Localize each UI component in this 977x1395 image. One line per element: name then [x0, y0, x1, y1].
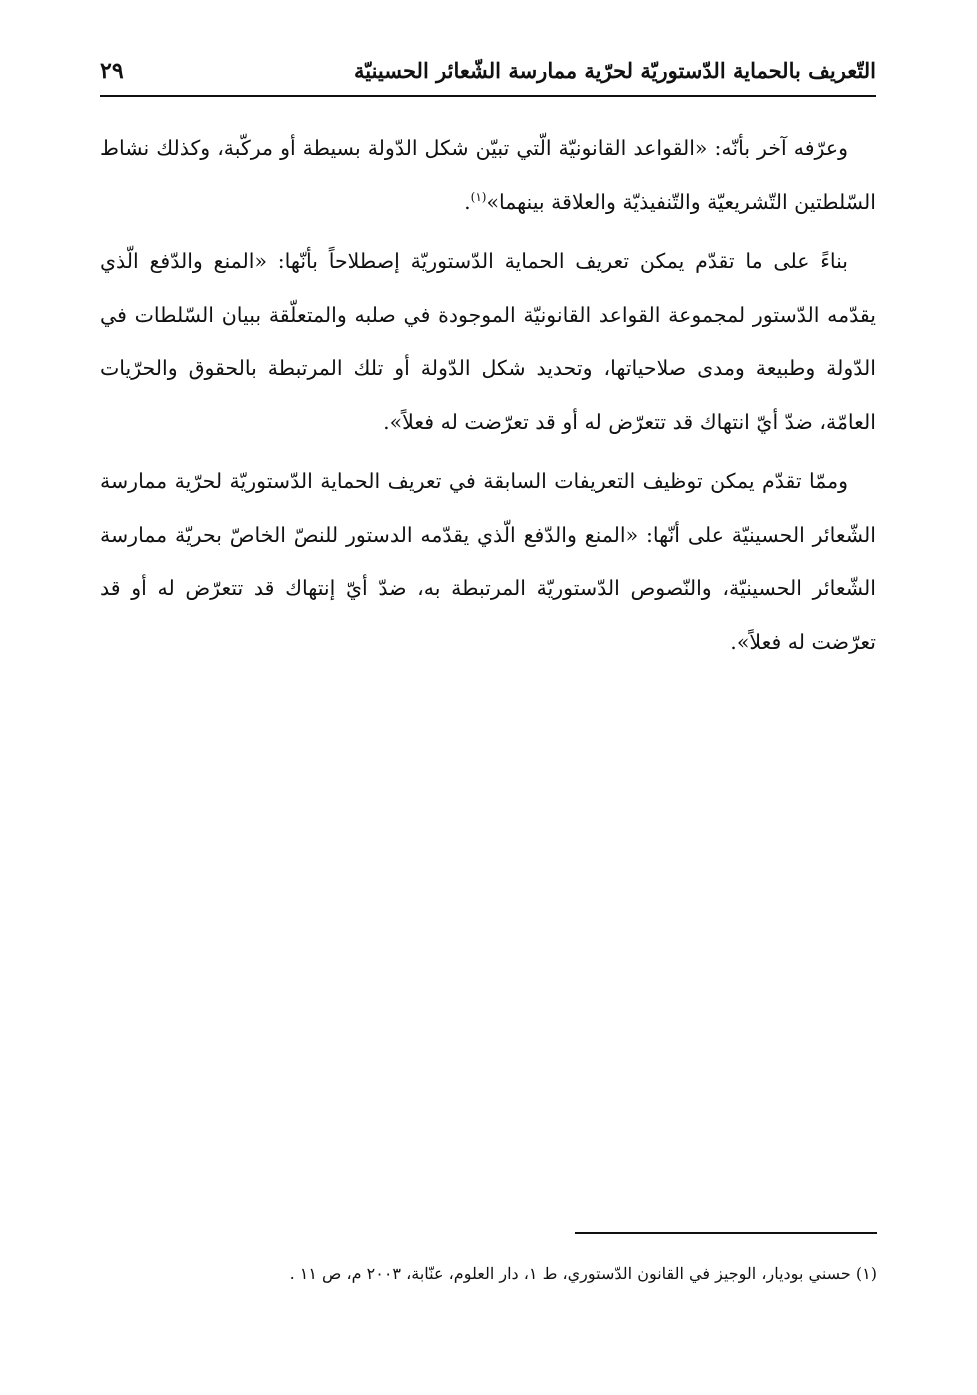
running-title: التّعريف بالحماية الدّستوريّة لحرّية ممارسة الشّعائر الحسينيّة	[353, 58, 876, 83]
paragraph-2	[100, 235, 876, 449]
paragraph-1	[100, 122, 876, 229]
footnote	[101, 1264, 877, 1283]
paragraph-1-text: وعرّفه آخر بأنّه: «القواعد القانونيّة الّتي تبيّن شكل الدّولة بسيطة أو مركّبة، وكذلك نشاط السّلطتين التّشريعيّة والتّنفيذيّة والعلاقة بينهما»	[100, 136, 876, 214]
paragraph-3	[100, 455, 876, 669]
footnote-text: حسني بوديار، الوجيز في القانون الدّستوري، ط ١، دار العلوم، عنّابة، ٢٠٠٣ م، ص ١١ .	[289, 1264, 851, 1283]
page-header	[100, 50, 876, 94]
body-text	[100, 122, 876, 669]
footnote-mark: (١)	[855, 1264, 877, 1283]
footnote-rule	[575, 1232, 877, 1234]
paragraph-2-text: بناءً على ما تقدّم يمكن تعريف الحماية الدّستوريّة إصطلاحاً بأنّها: «المنع والدّفع الّذي يقدّمه الدّستور لمجموعة القواعد القانونيّة الموجودة في صلبه والمتعلّقة ببيان السّلطات في الدّولة وطبيعة ومدى صلاحياتها، وتحديد شكل الدّولة أو تلك المرتبطة بالحقوق والحرّيات العامّة، ضدّ أيّ انتهاك قد تتعرّض له أو قد تعرّضت له فعلاً».	[100, 249, 876, 434]
header-rule	[100, 95, 876, 97]
page-number: ٢٩	[100, 58, 124, 84]
paragraph-3-text: وممّا تقدّم يمكن توظيف التعريفات السابقة في تعريف الحماية الدّستوريّة لحرّية ممارسة الشّعائر الحسينيّة على أنّها: «المنع والدّفع الّذي يقدّمه الدستور للنصّ الخاصّ بحريّة ممارسة الشّعائر الحسينيّة، والنّصوص الدّستوريّة المرتبطة به، ضدّ أيّ إنتهاك قد تتعرّض له أو قد تعرّضت له فعلاً».	[100, 469, 876, 654]
footnote-reference: (١)	[470, 189, 487, 204]
paragraph-1-tail: .	[464, 189, 471, 214]
